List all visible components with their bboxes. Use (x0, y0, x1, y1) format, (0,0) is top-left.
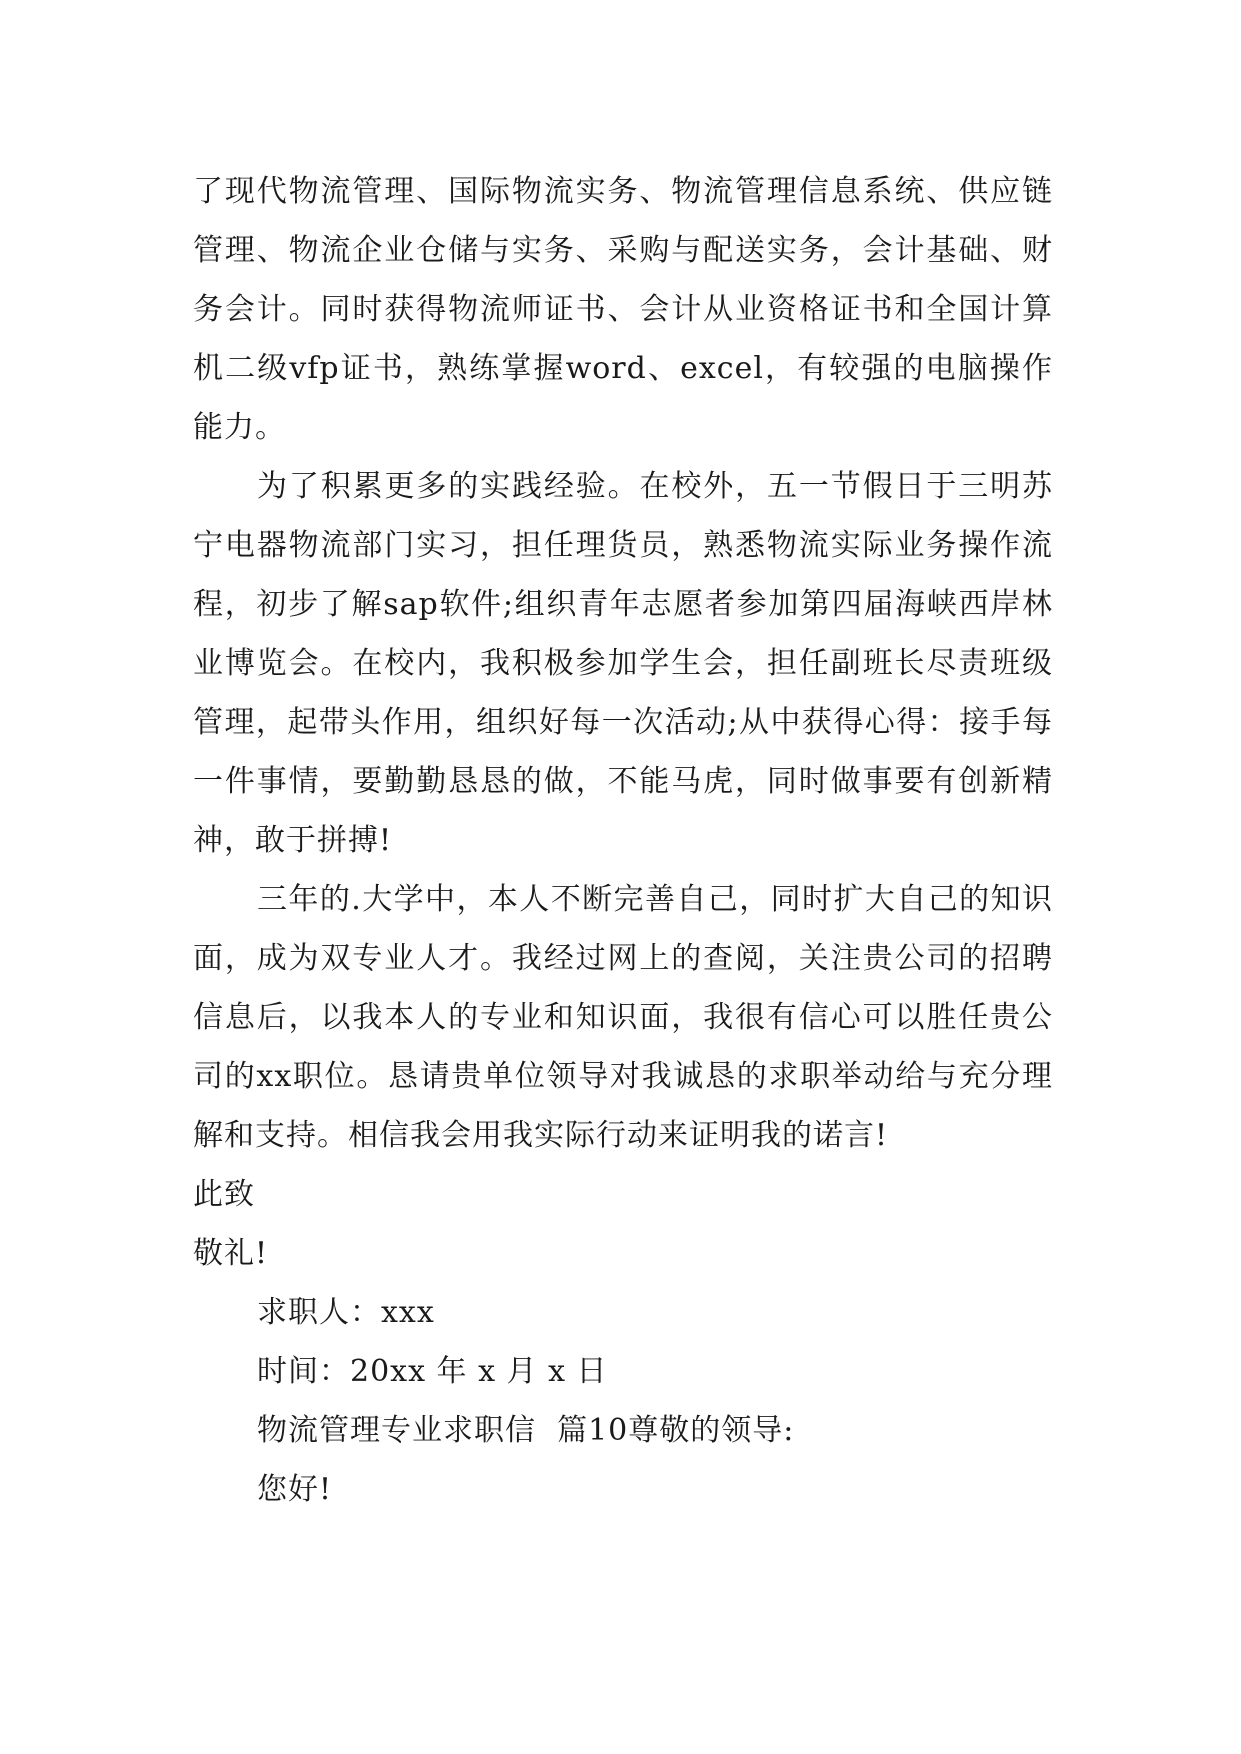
paragraph-self-recommendation: 三年的.大学中，本人不断完善自己，同时扩大自己的知识面，成为双专业人才。我经过网上的查阅，关注贵公司的招聘信息后，以我本人的专业和知识面，我很有信心可以胜任贵公司的xx职位。恳请贵单位领导对我诚恳的求职举动给与充分理解和支持。相信我会用我实际行动来证明我的诺言! (193, 882, 1053, 1153)
paragraph-coursework: 了现代物流管理、国际物流实务、物流管理信息系统、供应链管理、物流企业仓储与实务、采购与配送实务，会计基础、财务会计。同时获得物流师证书、会计从业资格证书和全国计算机二级vfp证书，熟练掌握word、excel，有较强的电脑操作能力。 (193, 174, 1053, 445)
letter-body (193, 162, 1053, 1519)
closing-salutation: 此致 (193, 1177, 255, 1212)
paragraph-practice: 为了积累更多的实践经验。在校外，五一节假日于三明苏宁电器物流部门实习，担任理货员，熟悉物流实际业务操作流程，初步了解sap软件;组织青年志愿者参加第四届海峡西岸林业博览会。在校内，我积极参加学生会，担任副班长尽责班级管理，起带头作用，组织好每一次活动;从中获得心得：接手每一件事情，要勤勤恳恳的做，不能马虎，同时做事要有创新精神，敢于拼搏! (193, 469, 1053, 858)
applicant-signature: 求职人：xxx (257, 1295, 435, 1330)
closing-regards: 敬礼! (193, 1236, 269, 1271)
letter-date: 时间：20xx 年 x 月 x 日 (257, 1354, 608, 1389)
greeting: 您好! (257, 1472, 333, 1507)
next-letter-title: 物流管理专业求职信 篇10尊敬的领导: (257, 1413, 795, 1448)
